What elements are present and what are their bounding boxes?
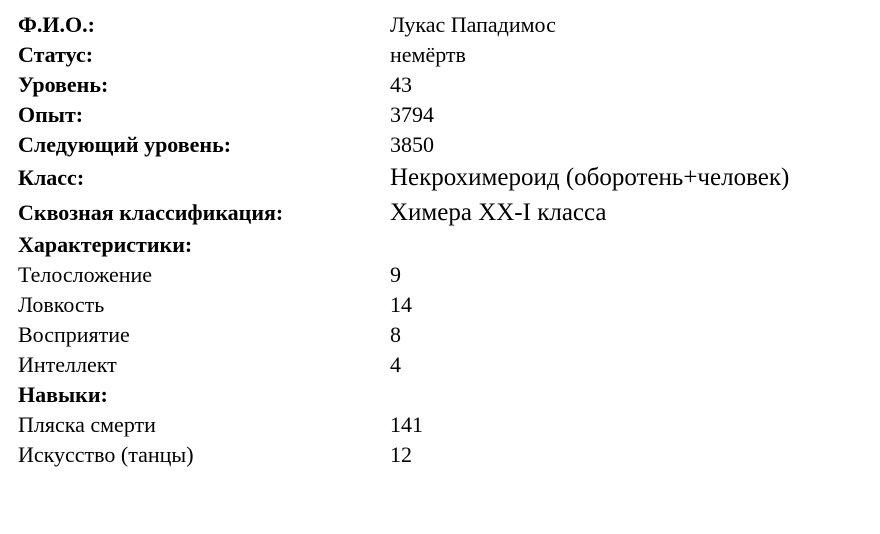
row-status xyxy=(18,40,870,70)
row-stat-perception xyxy=(18,320,870,350)
class-label: Класс: xyxy=(18,165,85,190)
row-skill-dance-of-death xyxy=(18,410,870,440)
status-value: немёртв xyxy=(390,42,466,67)
row-stat-constitution xyxy=(18,260,870,290)
fio-label: Ф.И.О.: xyxy=(18,12,95,37)
level-value: 43 xyxy=(390,72,412,97)
skill-dance-of-death-label: Пляска смерти xyxy=(18,412,156,437)
next-level-value: 3850 xyxy=(390,132,434,157)
stat-agility-label: Ловкость xyxy=(18,292,105,317)
skill-art-dancing-label: Искусство (танцы) xyxy=(18,442,194,467)
row-fio xyxy=(18,10,870,40)
status-label: Статус: xyxy=(18,42,94,67)
classification-label: Сквозная классификация: xyxy=(18,200,284,225)
stat-perception-value: 8 xyxy=(390,322,401,347)
level-label: Уровень: xyxy=(18,72,109,97)
row-class xyxy=(18,160,870,195)
stat-constitution-label: Телосложение xyxy=(18,262,153,287)
fio-value: Лукас Пападимос xyxy=(390,12,556,37)
characteristics-section-header: Характеристики: xyxy=(18,232,193,257)
stat-constitution-value: 9 xyxy=(390,262,401,287)
stat-agility-value: 14 xyxy=(390,292,412,317)
experience-label: Опыт: xyxy=(18,102,84,127)
skill-art-dancing-value: 12 xyxy=(390,442,412,467)
experience-value: 3794 xyxy=(390,102,434,127)
next-level-label: Следующий уровень: xyxy=(18,132,232,157)
row-next-level xyxy=(18,130,870,160)
stat-intellect-value: 4 xyxy=(390,352,401,377)
stat-intellect-label: Интеллект xyxy=(18,352,117,377)
class-value: Некрохимероид (оборотень+человек) xyxy=(390,164,790,191)
row-classification xyxy=(18,195,870,230)
stat-perception-label: Восприятие xyxy=(18,322,130,347)
skill-dance-of-death-value: 141 xyxy=(390,412,423,437)
row-level xyxy=(18,70,870,100)
classification-value: Химера XX-I класса xyxy=(390,199,607,226)
row-stat-agility xyxy=(18,290,870,320)
row-stat-intellect xyxy=(18,350,870,380)
row-experience xyxy=(18,100,870,130)
row-skill-art-dancing xyxy=(18,440,870,470)
skills-section-header: Навыки: xyxy=(18,382,108,407)
